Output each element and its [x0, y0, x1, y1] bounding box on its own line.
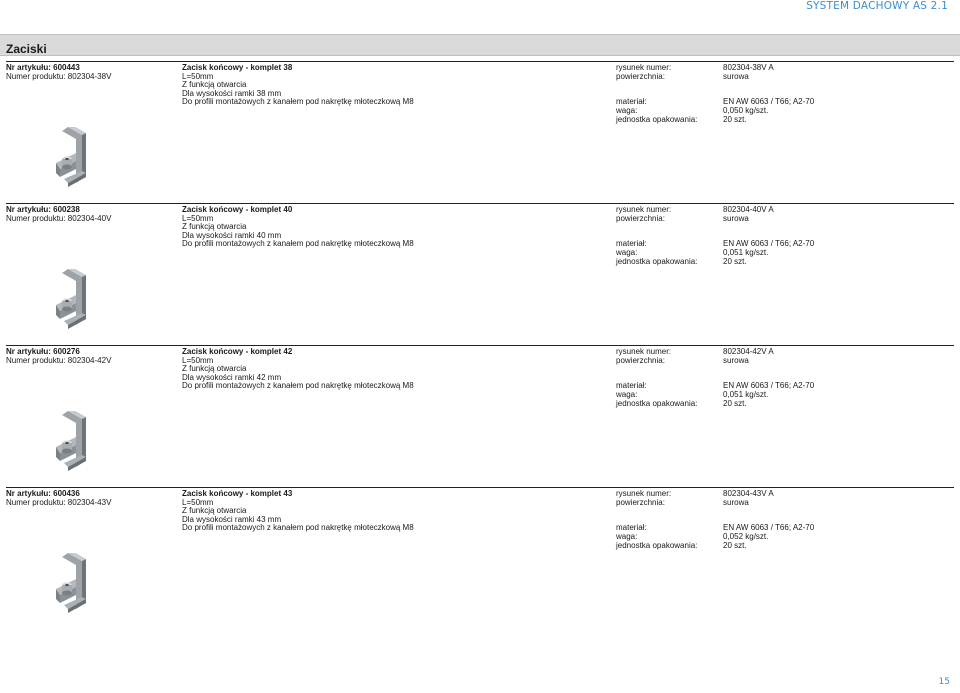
product-profile: Do profili montażowych z kanałem pod nakrętkę młoteczkową M8 [182, 381, 414, 391]
product-entry [0, 487, 960, 627]
product-length: L=50mm [182, 497, 214, 507]
product-number: Numer produktu: 802304-42V [6, 355, 112, 365]
value-packaging: 20 szt. [723, 256, 747, 266]
product-profile: Do profili montażowych z kanałem pod nakrętkę młoteczkową M8 [182, 523, 414, 533]
value-drawing: 802304-43V A [723, 489, 774, 498]
article-number: Nr artykułu: 600238 [6, 205, 80, 214]
spec-values [723, 348, 814, 408]
product-length: L=50mm [182, 71, 214, 81]
end-clamp-icon [52, 127, 94, 191]
end-clamp-icon [52, 411, 94, 475]
value-surface: surowa [723, 355, 749, 365]
spec-labels [616, 64, 697, 124]
label-material: materiał: [616, 381, 647, 391]
value-material: EN AW 6063 / T66; A2-70 [723, 97, 815, 107]
label-surface: powierzchnia: [616, 213, 665, 223]
value-material: EN AW 6063 / T66; A2-70 [723, 523, 815, 533]
end-clamp-icon [52, 269, 94, 333]
product-length: L=50mm [182, 213, 214, 223]
spec-values [723, 490, 814, 550]
value-surface: surowa [723, 497, 749, 507]
document-header: SYSTEM DACHOWY AS 2.1 [806, 0, 948, 12]
label-material: materiał: [616, 97, 647, 107]
label-surface: powierzchnia: [616, 355, 665, 365]
value-surface: surowa [723, 71, 749, 81]
product-description [182, 64, 414, 107]
value-packaging: 20 szt. [723, 398, 747, 408]
label-drawing: rysunek numer: [616, 489, 672, 498]
product-profile: Do profili montażowych z kanałem pod nakrętkę młoteczkową M8 [182, 239, 414, 249]
product-ids [6, 348, 111, 365]
product-feature: Z funkcją otwarcia [182, 80, 247, 90]
section-bar [0, 34, 960, 56]
product-entry [0, 61, 960, 201]
label-weight: waga: [616, 389, 638, 399]
value-drawing: 802304-40V A [723, 205, 774, 214]
product-ids [6, 490, 111, 507]
label-surface: powierzchnia: [616, 71, 665, 81]
product-description [182, 206, 414, 249]
article-number: Nr artykułu: 600443 [6, 63, 80, 72]
product-feature: Z funkcją otwarcia [182, 222, 247, 232]
product-name: Zacisk końcowy - komplet 43 [182, 489, 293, 498]
product-frame-height: Dla wysokości ramki 42 mm [182, 372, 282, 382]
article-number: Nr artykułu: 600436 [6, 489, 80, 498]
product-feature: Z funkcją otwarcia [182, 506, 247, 516]
value-packaging: 20 szt. [723, 540, 747, 550]
label-packaging: jednostka opakowania: [616, 398, 698, 408]
value-weight: 0,050 kg/szt. [723, 105, 769, 115]
product-entry [0, 345, 960, 485]
value-weight: 0,052 kg/szt. [723, 531, 769, 541]
product-number: Numer produktu: 802304-40V [6, 213, 112, 223]
product-profile: Do profili montażowych z kanałem pod nakrętkę młoteczkową M8 [182, 97, 414, 107]
label-weight: waga: [616, 105, 638, 115]
product-number: Numer produktu: 802304-38V [6, 71, 112, 81]
section-title: Zaciski [6, 42, 47, 56]
product-name: Zacisk końcowy - komplet 42 [182, 347, 293, 356]
value-drawing: 802304-42V A [723, 347, 774, 356]
product-length: L=50mm [182, 355, 214, 365]
product-separator [6, 61, 954, 62]
label-drawing: rysunek numer: [616, 347, 672, 356]
value-weight: 0,051 kg/szt. [723, 247, 769, 257]
label-drawing: rysunek numer: [616, 63, 672, 72]
product-ids [6, 206, 111, 223]
label-material: materiał: [616, 523, 647, 533]
product-frame-height: Dla wysokości ramki 40 mm [182, 230, 282, 240]
spec-labels [616, 490, 697, 550]
label-weight: waga: [616, 247, 638, 257]
label-drawing: rysunek numer: [616, 205, 672, 214]
product-separator [6, 345, 954, 346]
product-frame-height: Dla wysokości ramki 43 mm [182, 514, 282, 524]
label-packaging: jednostka opakowania: [616, 256, 698, 266]
product-feature: Z funkcją otwarcia [182, 364, 247, 374]
product-separator [6, 487, 954, 488]
value-material: EN AW 6063 / T66; A2-70 [723, 239, 815, 249]
spec-values [723, 64, 814, 124]
value-drawing: 802304-38V A [723, 63, 774, 72]
product-entry [0, 203, 960, 343]
value-surface: surowa [723, 213, 749, 223]
article-number: Nr artykułu: 600276 [6, 347, 80, 356]
label-surface: powierzchnia: [616, 497, 665, 507]
label-packaging: jednostka opakowania: [616, 114, 698, 124]
spec-labels [616, 206, 697, 266]
value-material: EN AW 6063 / T66; A2-70 [723, 381, 815, 391]
product-name: Zacisk końcowy - komplet 38 [182, 63, 293, 72]
spec-values [723, 206, 814, 266]
product-ids [6, 64, 111, 81]
product-description [182, 490, 414, 533]
product-name: Zacisk końcowy - komplet 40 [182, 205, 293, 214]
product-number: Numer produktu: 802304-43V [6, 497, 112, 507]
label-weight: waga: [616, 531, 638, 541]
product-frame-height: Dla wysokości ramki 38 mm [182, 88, 282, 98]
label-packaging: jednostka opakowania: [616, 540, 698, 550]
end-clamp-icon [52, 553, 94, 617]
value-weight: 0,051 kg/szt. [723, 389, 769, 399]
spec-labels [616, 348, 697, 408]
product-separator [6, 203, 954, 204]
page-number: 15 [938, 677, 950, 687]
product-description [182, 348, 414, 391]
value-packaging: 20 szt. [723, 114, 747, 124]
label-material: materiał: [616, 239, 647, 249]
